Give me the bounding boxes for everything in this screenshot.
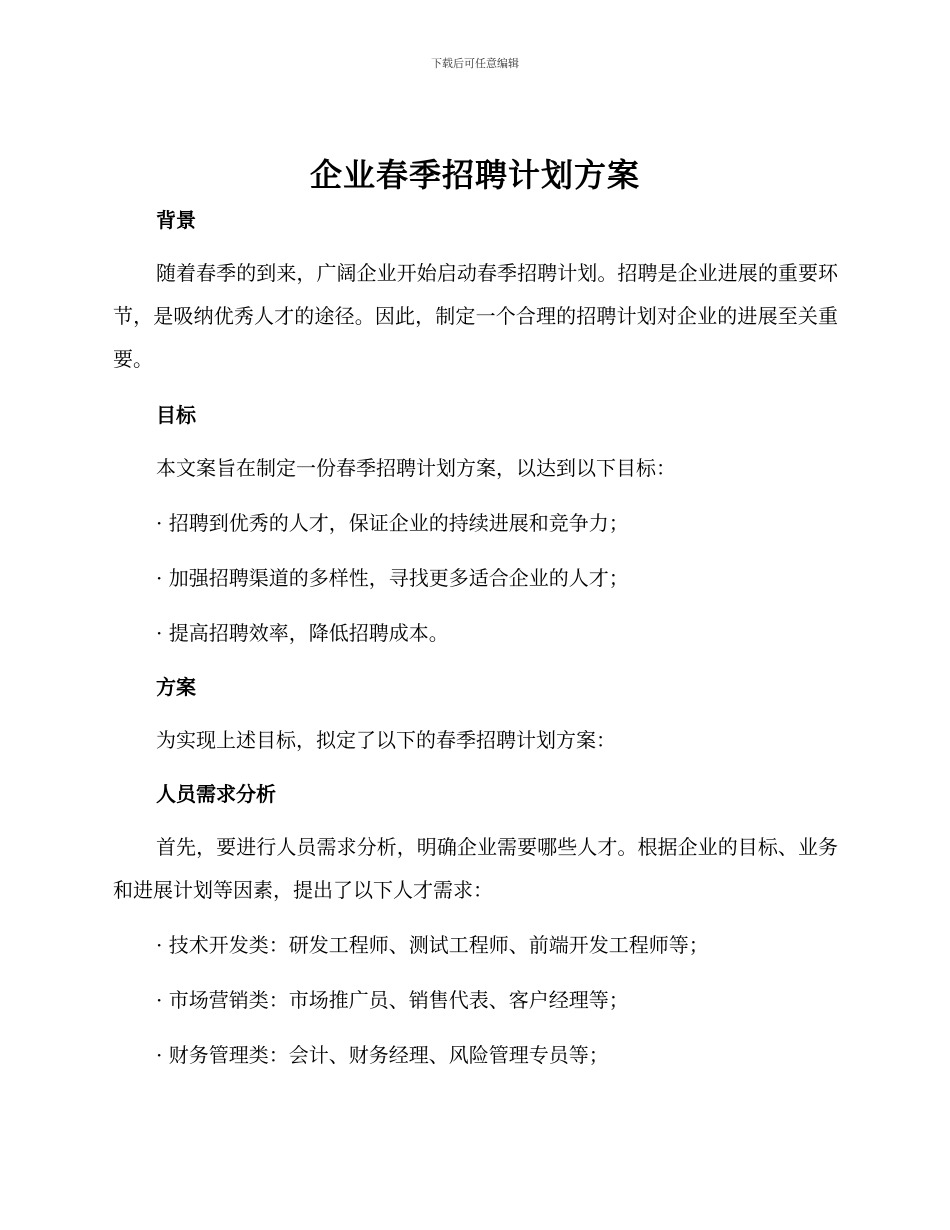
background-paragraph: 随着春季的到来，广阔企业开始启动春季招聘计划。招聘是企业进展的重要环节，是吸纳优秀人才的途径。因此，制定一个合理的招聘计划对企业的进展至关重要。 bbox=[113, 261, 838, 371]
goals-intro: 本文案旨在制定一份春季招聘计划方案，以达到以下目标： bbox=[156, 456, 676, 480]
plan-intro: 为实现上述目标，拟定了以下的春季招聘计划方案： bbox=[156, 728, 616, 752]
need-item: · 财务管理类：会计、财务经理、风险管理专员等； bbox=[156, 1043, 609, 1067]
need-item: · 市场营销类：市场推广员、销售代表、客户经理等； bbox=[156, 988, 629, 1012]
goal-item: · 提高招聘效率，降低招聘成本。 bbox=[156, 621, 449, 645]
header-note: 下载后可任意编辑 bbox=[431, 57, 519, 70]
need-item: · 技术开发类：研发工程师、测试工程师、前端开发工程师等； bbox=[156, 933, 709, 957]
section-heading-needs: 人员需求分析 bbox=[156, 782, 276, 806]
goal-item: · 招聘到优秀的人才，保证企业的持续进展和竞争力； bbox=[156, 511, 629, 535]
section-heading-background: 背景 bbox=[156, 208, 196, 232]
section-heading-goals: 目标 bbox=[156, 403, 196, 427]
document-body bbox=[113, 200, 838, 1077]
section-heading-plan: 方案 bbox=[156, 675, 196, 699]
needs-paragraph: 首先，要进行人员需求分析，明确企业需要哪些人才。根据企业的目标、业务和进展计划等因素，提出了以下人才需求： bbox=[113, 835, 838, 902]
goal-item: · 加强招聘渠道的多样性，寻找更多适合企业的人才； bbox=[156, 566, 629, 590]
document-title: 企业春季招聘计划方案 bbox=[309, 156, 640, 194]
